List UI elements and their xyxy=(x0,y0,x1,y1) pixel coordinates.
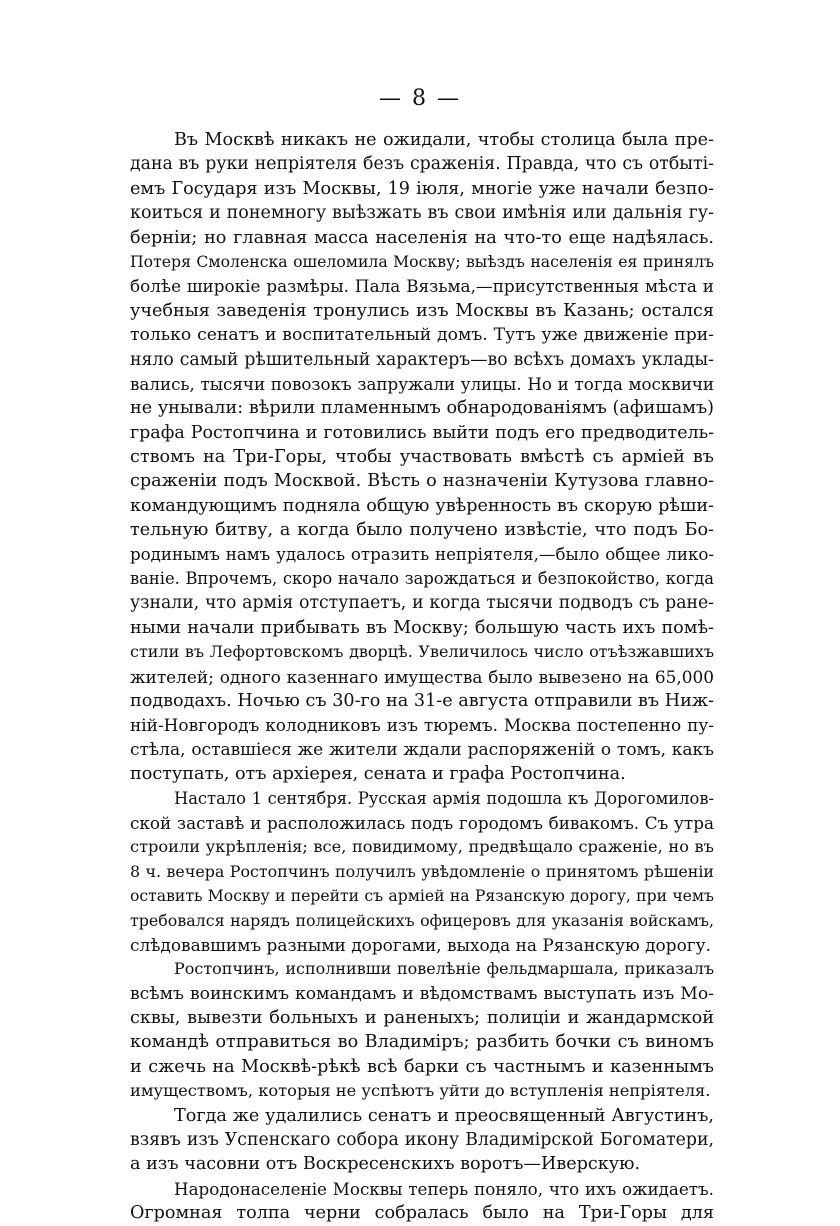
text-line: слѣдовавшимъ разными дорогами, выхода на Рязанскую дорогу. xyxy=(130,934,711,955)
text-line: оставить Москву и перейти съ арміей на Рязанскую дорогу, при чемъ xyxy=(130,886,714,906)
text-line: стѣла, оставшіеся же жители ждали распоряженій о томъ, какъ xyxy=(130,739,714,760)
text-line: командующимъ подняла общую увѣренность въ скорую рѣши- xyxy=(130,495,714,516)
text-line: стили въ Лефортовскомъ дворцѣ. Увеличилось число отъѣзжавшихъ xyxy=(130,642,714,662)
page-number: — 8 — xyxy=(379,86,461,111)
text-line: требовался нарядъ полицейскихъ офицеровъ для указанія войскамъ, xyxy=(130,910,714,930)
text-line: болѣе широкіе размѣры. Пала Вязьма,—присутственныя мѣста и xyxy=(130,276,714,297)
text-line: 8 ч. вечера Ростопчинъ получилъ увѣдомленіе о принятомъ рѣшеніи xyxy=(130,861,714,881)
text-line: дана въ руки непріятеля безъ сраженія. Правда, что съ отбыті- xyxy=(130,154,714,175)
text-line: Огромная толпа черни собралась было на Три-Горы для xyxy=(130,1203,714,1224)
text-line: всѣмъ воинскимъ командамъ и вѣдомствамъ выступать изъ Мо- xyxy=(130,983,714,1004)
text-line: не унывали: вѣрили пламеннымъ обнародованіямъ (афишамъ) xyxy=(130,398,714,419)
text-line: Потеря Смоленска ошеломила Москву; выѣздъ населенія ея принялъ xyxy=(130,251,714,271)
text-line: только сенатъ и воспитательный домъ. Тутъ уже движеніе при- xyxy=(130,325,714,346)
text-line: ской заставѣ и расположилась подъ городомъ бивакомъ. Съ утра xyxy=(130,812,714,833)
text-line: тельную битву, а когда было получено извѣстіе, что подъ Бо- xyxy=(130,520,714,541)
text-line: Въ Москвѣ никакъ не ожидали, чтобы столица была пре- xyxy=(174,130,714,150)
text-line: вались, тысячи повозокъ запружали улицы. Но и тогда москвичи xyxy=(130,373,714,394)
text-line: Ростопчинъ, исполнивши повелѣніе фельдмаршала, приказалъ xyxy=(174,959,714,979)
body-text xyxy=(130,128,714,1226)
text-line: командѣ отправиться во Владиміръ; разбить бочки съ виномъ xyxy=(130,1032,714,1053)
text-line: и сжечь на Москвѣ-рѣкѣ всѣ барки съ частнымъ и казеннымъ xyxy=(130,1056,714,1077)
text-line: ствомъ на Три-Горы, чтобы участвовать вмѣстѣ съ арміей въ xyxy=(130,447,714,468)
text-line: берніи; но главная масса населенія на что-то еще надѣялась. xyxy=(130,227,714,248)
text-line: строили укрѣпленія; все, повидимому, предвѣщало сраженіе, но въ xyxy=(130,837,714,857)
text-line: поступать, отъ архіерея, сената и графа Ростопчина. xyxy=(130,764,626,785)
text-line: подводахъ. Ночью съ 30-го на 31-е августа отправили въ Ниж- xyxy=(130,690,714,711)
text-line: учебныя заведенія тронулись изъ Москвы въ Казань; остался xyxy=(130,300,714,321)
text-line: Тогда же удалились сенатъ и преосвященный Августинъ, xyxy=(174,1105,714,1126)
text-line: сквы, вывезти больныхъ и раненыхъ; полиціи и жандармской xyxy=(130,1008,714,1029)
text-line: ными начали прибывать въ Москву; большую часть ихъ помѣ- xyxy=(130,617,714,638)
text-line: емъ Государя изъ Москвы, 19 іюля, многіе уже начали безпо- xyxy=(130,178,714,199)
text-line: жителей; одного казеннаго имущества было вывезено на 65,000 xyxy=(130,666,714,687)
text-line: взявъ изъ Успенскаго собора икону Владимірской Богоматери, xyxy=(130,1130,714,1151)
text-line: Настало 1 сентября. Русская армія подошла къ Дорогомилов- xyxy=(174,788,714,808)
text-line: а изъ часовни отъ Воскресенскихъ воротъ—Иверскую. xyxy=(130,1154,641,1175)
text-line: ваніе. Впрочемъ, скоро начало зарождаться и безпокойство, когда xyxy=(130,569,714,589)
text-line: коиться и понемногу выѣзжать въ свои имѣнія или дальнія гу- xyxy=(130,203,714,224)
text-line: Народонаселеніе Москвы теперь поняло, что ихъ ожидаетъ. xyxy=(174,1178,714,1199)
text-line: имуществомъ, которыя не успѣютъ уйти до вступленія непріятеля. xyxy=(130,1081,711,1101)
text-line: графа Ростопчина и готовились выйти подъ его предводитель- xyxy=(130,422,714,443)
text-line: няло самый рѣшительный характеръ—во всѣхъ домахъ уклады- xyxy=(130,349,714,370)
text-line: ній-Новгородъ колодниковъ изъ тюремъ. Москва постепенно пу- xyxy=(130,715,714,736)
text-line: родинымъ намъ удалось отразить непріятеля,—было общее лико- xyxy=(130,544,714,564)
text-line: узнали, что армія отступаетъ, и когда тысячи подводъ съ ране- xyxy=(130,593,714,614)
text-line: сраженіи подъ Москвой. Вѣсть о назначеніи Кутузова главно- xyxy=(130,471,714,492)
